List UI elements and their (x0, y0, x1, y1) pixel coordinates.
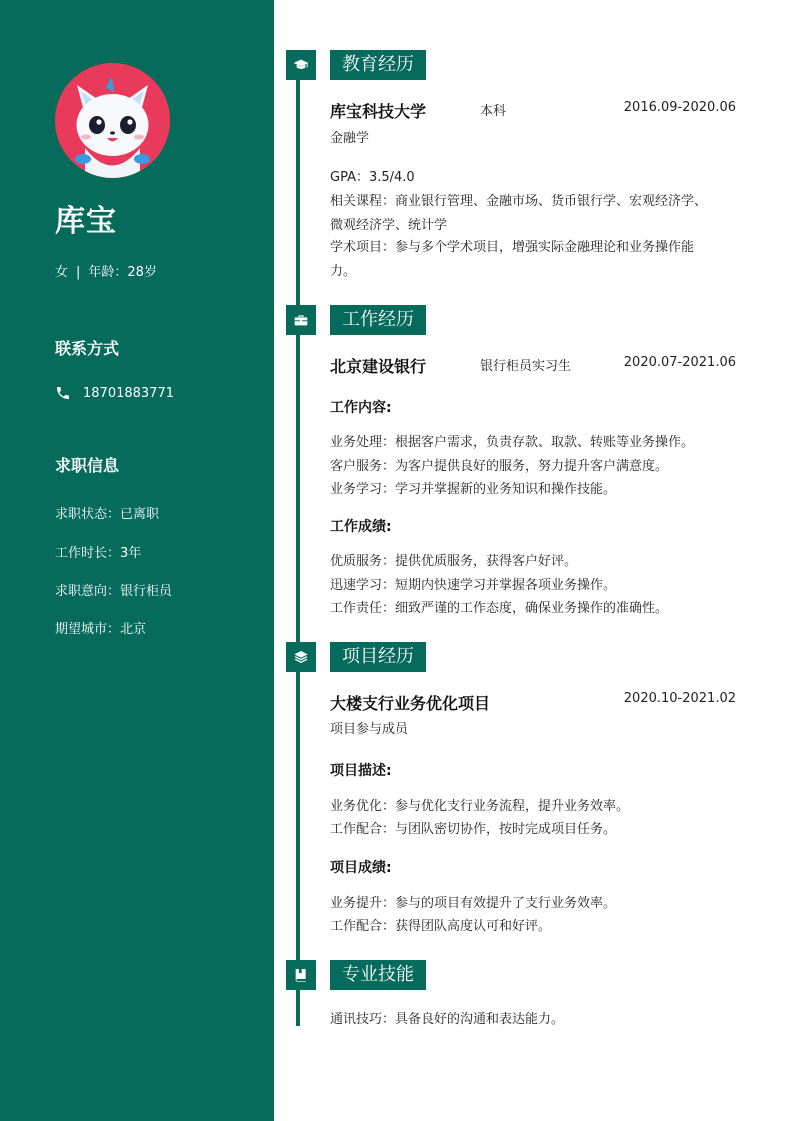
education-title: 教育经历 (330, 50, 426, 80)
work-content-heading: 工作内容: (330, 400, 392, 416)
basic-info (55, 261, 157, 280)
age: 年龄：28岁 (88, 265, 157, 280)
job-heading: 求职信息 (55, 456, 120, 475)
work-position: 银行柜员实习生 (480, 359, 572, 374)
project-desc-heading: 项目描述: (330, 763, 392, 779)
contact-heading: 联系方式 (55, 339, 120, 358)
book-icon (293, 967, 309, 983)
skills-section-icon (286, 960, 316, 990)
work-content-item: 业务处理：根据客户需求，负责存款、取款、转账等业务操作。 (330, 435, 695, 450)
education-major: 金融学 (330, 131, 370, 146)
work-content-item: 客户服务：为客户提供良好的服务，努力提升客户满意度。 (330, 459, 669, 474)
project-name: 大楼支行业务优化项目 (330, 694, 491, 713)
project-section-icon (286, 642, 316, 672)
work-date: 2020.07-2021.06 (623, 355, 736, 370)
education-degree: 本科 (480, 104, 507, 119)
skills-title: 专业技能 (330, 960, 426, 990)
timeline-line (296, 54, 300, 1026)
job-city: 期望城市：北京 (55, 622, 147, 637)
project-result-item: 业务提升：参与的项目有效提升了支行业务效率。 (330, 896, 617, 911)
phone-number: 18701883771 (83, 385, 174, 401)
education-line: 学术项目：参与多个学术项目，增强实际金融理论和业务操作能 (330, 240, 695, 255)
phone-icon (55, 385, 71, 401)
work-content-item: 业务学习：学习并掌握新的业务知识和操作技能。 (330, 482, 617, 497)
project-date: 2020.10-2021.02 (623, 691, 736, 706)
work-result-item: 工作责任：细致严谨的工作态度，确保业务操作的准确性。 (330, 601, 669, 616)
work-result-heading: 工作成绩: (330, 519, 392, 535)
cat-mascot-icon (55, 63, 170, 178)
job-intent: 求职意向：银行柜员 (55, 584, 173, 599)
work-result-item: 优质服务：提供优质服务，获得客户好评。 (330, 554, 578, 569)
education-school: 库宝科技大学 (330, 102, 427, 121)
education-line: 微观经济学、统计学 (330, 218, 448, 233)
education-line: GPA：3.5/4.0 (330, 170, 415, 185)
sidebar (0, 0, 274, 1121)
skills-item: 通讯技巧：具备良好的沟通和表达能力。 (330, 1012, 565, 1027)
job-status: 求职状态：已离职 (55, 507, 160, 522)
work-section-icon (286, 305, 316, 335)
education-line: 力。 (330, 264, 357, 279)
briefcase-icon (293, 312, 309, 328)
project-title: 项目经历 (330, 642, 426, 672)
avatar (55, 63, 170, 178)
job-duration: 工作时长：3年 (55, 546, 142, 561)
work-title: 工作经历 (330, 305, 426, 335)
education-line: 相关课程：商业银行管理、金融市场、货币银行学、宏观经济学、 (330, 194, 708, 209)
work-result-item: 迅速学习：短期内快速学习并掌握各项业务操作。 (330, 578, 617, 593)
project-result-heading: 项目成绩: (330, 860, 392, 876)
graduation-cap-icon (293, 57, 309, 73)
layers-icon (293, 649, 309, 665)
candidate-name: 库宝 (55, 204, 117, 239)
gender: 女 (55, 265, 69, 280)
phone-row (55, 385, 174, 401)
work-company: 北京建设银行 (330, 357, 427, 376)
project-desc-item: 工作配合：与团队密切协作，按时完成项目任务。 (330, 822, 617, 837)
education-section-icon (286, 50, 316, 80)
project-desc-item: 业务优化：参与优化支行业务流程，提升业务效率。 (330, 799, 630, 814)
separator: | (76, 265, 81, 280)
education-date: 2016.09-2020.06 (623, 100, 736, 115)
project-result-item: 工作配合：获得团队高度认可和好评。 (330, 919, 552, 934)
project-role: 项目参与成员 (330, 722, 409, 737)
